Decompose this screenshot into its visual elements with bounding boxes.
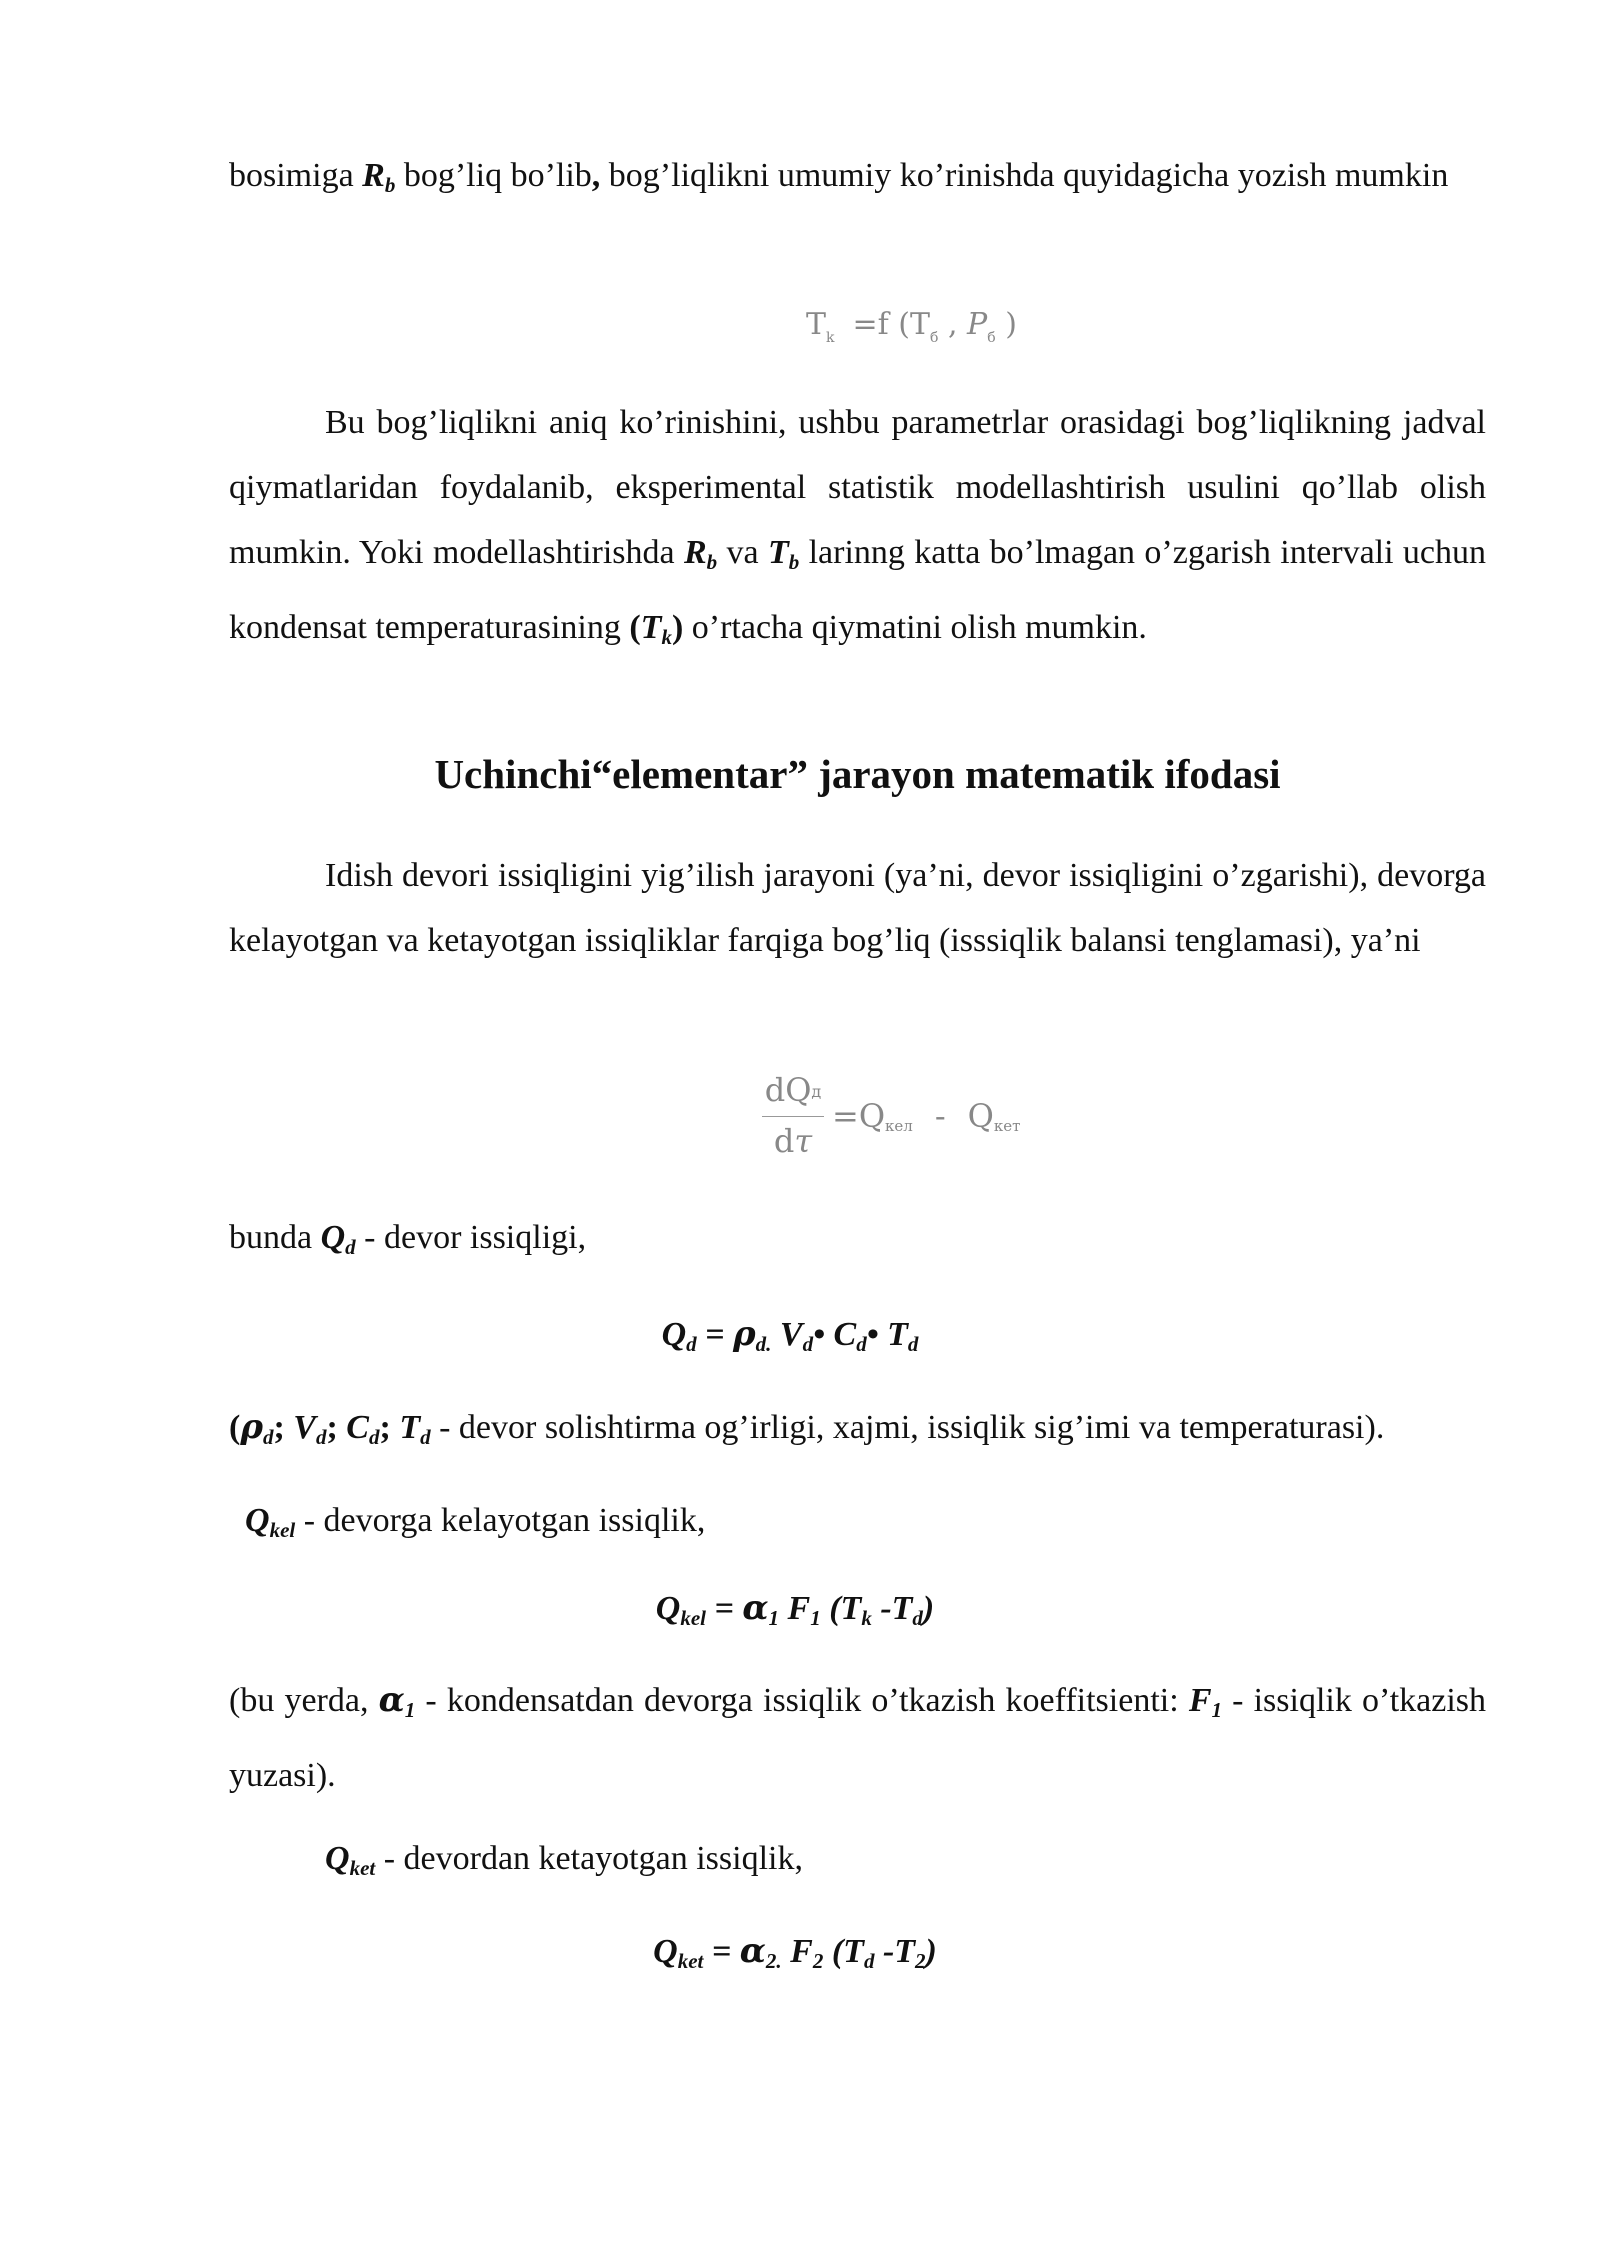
symbol-alpha: α [739,1931,766,1971]
subscript: кел [885,1117,913,1135]
text: ) [922,1590,935,1627]
symbol-P: P [967,307,988,342]
text: ; [326,1409,347,1446]
subscript: 1 [810,1606,821,1630]
text: d [773,1122,795,1160]
text: - devorga kelayotgan issiqlik, [295,1502,706,1539]
subscript: 1 [768,1606,780,1630]
subscript: 2. [765,1949,782,1973]
paragraph-1 [229,143,1486,218]
text: - devor solishtirma og’irligi, xajmi, issiqlik sig’imi va temperaturasi). [430,1409,1385,1446]
text: ) [995,307,1017,342]
symbol-T: T [767,534,789,571]
symbol-T: T [399,1409,421,1446]
text: ) [671,609,684,646]
rhs [832,1094,1020,1148]
paragraph-5 [229,1395,1486,1470]
subscript: b [384,173,396,197]
symbol-tau: τ [794,1122,813,1160]
subscript: б [987,330,996,346]
denominator [762,1119,824,1163]
symbol-Q: Q [661,1316,687,1353]
symbol-C: C [346,1409,369,1446]
text: • [813,1316,834,1353]
text: ; [379,1409,400,1446]
subscript: k [861,1606,872,1630]
symbol-T: T [640,609,662,646]
subscript: б [930,330,939,346]
symbol-F: F [781,1933,813,1970]
subscript: b [788,550,800,574]
text: =f (T [852,307,930,342]
text: = [696,1316,734,1353]
symbol-V: V [293,1409,316,1446]
symbol-alpha: α [378,1680,405,1720]
subscript: d. [755,1332,772,1356]
subscript: d [912,1606,923,1630]
subscript: 2 [812,1949,824,1973]
text: larinng katta bo’lmagan o’zgarish intervali uchun kondensat temperaturasining [229,534,1486,646]
paragraph-2 [229,390,1486,670]
symbol-Q: Q [245,1502,270,1539]
text: (bu yerda, [229,1682,379,1719]
text: Q [967,1097,994,1135]
text: ( [229,1409,241,1446]
subscript: d [856,1332,867,1356]
fraction [762,1068,824,1163]
section-heading: Uchinchi“elementar” jarayon matematik ifodasi [434,751,1281,797]
paragraph-6 [245,1488,1502,1563]
paragraph-4 [229,1205,1486,1280]
symbol-rho: ρ [240,1407,263,1447]
subscript: d [368,1425,380,1449]
formula-wall-heat [560,1302,1020,1377]
text: = [703,1933,740,1970]
text: ; [273,1409,294,1446]
symbol-rho: ρ [733,1314,756,1354]
subscript: d [802,1332,814,1356]
subscript: 1 [404,1698,416,1722]
text: -T [874,1933,916,1970]
subscript: d [420,1425,431,1449]
text: va [717,534,768,571]
symbol-alpha: α [742,1588,769,1628]
text: bosimiga [229,157,363,194]
subscript: kel [680,1606,706,1630]
symbol-V: V [771,1316,803,1353]
text: - devor issiqligi, [355,1219,587,1256]
symbol-Q: Q [325,1840,350,1877]
subscript: k [661,625,672,649]
paragraph-8 [325,1826,1486,1901]
text: ) [925,1933,937,1970]
text: , [591,157,601,194]
subscript: d [345,1235,356,1259]
text: - [934,1097,946,1135]
symbol-Q: Q [655,1590,681,1627]
numerator [762,1068,824,1114]
paragraph-7 [229,1668,1486,1808]
subscript: k [826,330,835,346]
text: (T [823,1933,864,1970]
symbol-R: R [362,157,385,194]
symbol-C: C [833,1316,857,1353]
subscript: ket [677,1949,704,1973]
formula-outgoing-heat [560,1919,1030,1994]
text: • [866,1316,888,1353]
text: - issiqlik o’tkazish yuzasi). [229,1682,1487,1794]
text: (T [820,1590,862,1627]
symbol-F: F [1188,1682,1212,1719]
subscript: d [686,1332,697,1356]
symbol-R: R [683,534,707,571]
subscript: кет [993,1117,1021,1135]
text: Bu bog’liqlikni aniq ko’rinishini, ushbu parametrlar orasidagi bog’liqlikning jadval qiymatlaridan foydalanib, eksperimental statistik modellashtirish usulini qo’llab olish mumkin. Yoki modellashtirishda [229,404,1486,571]
subscript: d [262,1425,274,1449]
symbol-T: T [887,1316,908,1353]
subscript: д [811,1082,822,1101]
subscript: 2 [915,1949,926,1973]
text: ( [629,609,641,646]
text: = [705,1590,743,1627]
symbol-F: F [779,1590,811,1627]
formula-incoming-heat [560,1576,1030,1651]
subscript: b [706,550,718,574]
text: -T [871,1590,913,1627]
text: bog’liq bo’lib [395,157,592,194]
text: =Q [832,1097,886,1135]
formula-heat-balance [762,1068,1062,1168]
subscript: 1 [1211,1698,1222,1722]
formula-temperature-function [806,305,1017,358]
fraction-bar [762,1116,824,1117]
symbol-Q: Q [653,1933,678,1970]
subscript: d [907,1332,919,1356]
text: - kondensatdan devorga issiqlik o’tkazish koeffitsienti: [415,1682,1189,1719]
symbol-T: T [806,307,827,342]
subscript: d [315,1425,327,1449]
text: , [938,307,968,342]
subscript: d [863,1949,875,1973]
symbol-Q: Q [320,1219,346,1256]
text: dQ [764,1071,812,1109]
text: bog’liqlikni umumiy ko’rinishda quyidagicha yozish mumkin [600,157,1449,194]
text: bunda [229,1219,321,1256]
text: o’rtacha qiymatini olish mumkin. [683,609,1147,646]
text: - devordan ketayotgan issiqlik, [375,1840,803,1877]
subscript: ket [349,1856,376,1880]
paragraph-3: Idish devori issiqligini yig’ilish jarayoni (ya’ni, devor issiqligini o’zgarishi), devorga kelayotgan va ketayotgan issiqliklar farqiga bog’liq (isssiqlik balansi tenglamasi), ya’ni [229,857,1486,959]
subscript: kel [269,1518,296,1542]
